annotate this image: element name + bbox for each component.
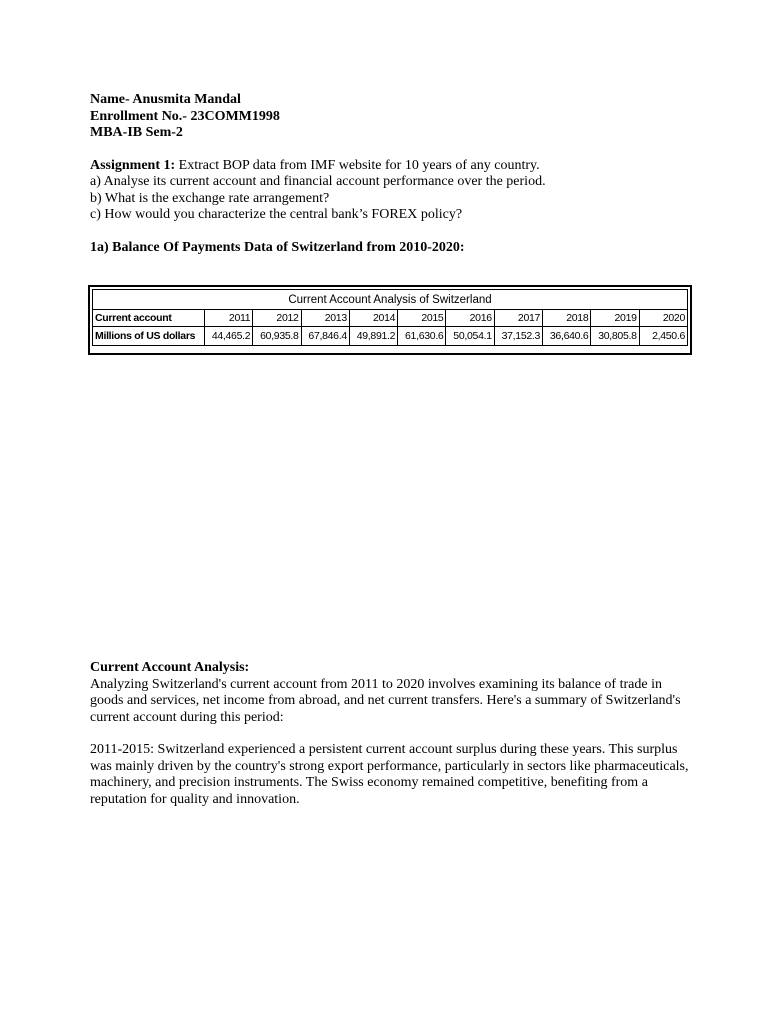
bop-table-frame [88, 285, 692, 355]
analysis-section [90, 660, 690, 808]
question-a: a) Analyse its current account and financial account performance over the period. [90, 174, 546, 189]
value-cell: 44,465.2 [205, 327, 253, 346]
analysis-paragraph-1: Analyzing Switzerland's current account from 2011 to 2020 involves examining its balance of trade in goods and services, net income from abroad, and net current transfers. Here's a summary of Switzerland's current account during this period: [90, 676, 681, 725]
analysis-heading: Current Account Analysis: [90, 660, 250, 675]
year-cell: 2011 [205, 310, 253, 327]
year-cell: 2014 [349, 310, 397, 327]
table-title: Current Account Analysis of Switzerland [93, 290, 688, 310]
document-body [90, 92, 690, 256]
value-cell: 49,891.2 [349, 327, 397, 346]
question-b: b) What is the exchange rate arrangement? [90, 190, 330, 206]
year-cell: 2017 [494, 310, 542, 327]
value-cell: 67,846.4 [301, 327, 349, 346]
year-cell: 2019 [591, 310, 639, 327]
year-cell: 2018 [543, 310, 591, 327]
program-name: MBA-IB Sem-2 [90, 125, 183, 140]
student-name: Name- Anusmita Mandal [90, 92, 241, 107]
table-year-row [93, 310, 688, 327]
bop-table [92, 289, 688, 346]
assignment-statement [90, 158, 690, 175]
value-cell: 37,152.3 [494, 327, 542, 346]
enrollment-number: Enrollment No.- 23COMM1998 [90, 108, 280, 124]
value-cell: 61,630.6 [398, 327, 446, 346]
question-c: c) How would you characterize the central bank’s FOREX policy? [90, 207, 463, 222]
row-label-units: Millions of US dollars [93, 327, 205, 346]
value-cell: 30,805.8 [591, 327, 639, 346]
year-cell: 2012 [253, 310, 301, 327]
row-label-current-account: Current account [93, 310, 205, 327]
assignment-label: Assignment 1: [90, 157, 176, 173]
value-cell: 50,054.1 [446, 327, 494, 346]
section-heading: 1a) Balance Of Payments Data of Switzerland from 2010-2020: [90, 239, 465, 255]
year-cell: 2013 [301, 310, 349, 327]
year-cell: 2016 [446, 310, 494, 327]
table-title-row [93, 290, 688, 310]
table-value-row [93, 327, 688, 346]
analysis-paragraph-2: 2011-2015: Switzerland experienced a persistent current account surplus during these years. This surplus was mainly driven by the country's strong export performance, particularly in sectors like pharmaceuticals, machinery, and precision instruments. The Swiss economy remained competitive, benefiting from a reputation for quality and innovation. [90, 742, 689, 807]
value-cell: 36,640.6 [543, 327, 591, 346]
value-cell: 60,935.8 [253, 327, 301, 346]
assignment-text: Extract BOP data from IMF website for 10 years of any country. [175, 157, 540, 173]
year-cell: 2020 [639, 310, 687, 327]
value-cell: 2,450.6 [639, 327, 687, 346]
year-cell: 2015 [398, 310, 446, 327]
